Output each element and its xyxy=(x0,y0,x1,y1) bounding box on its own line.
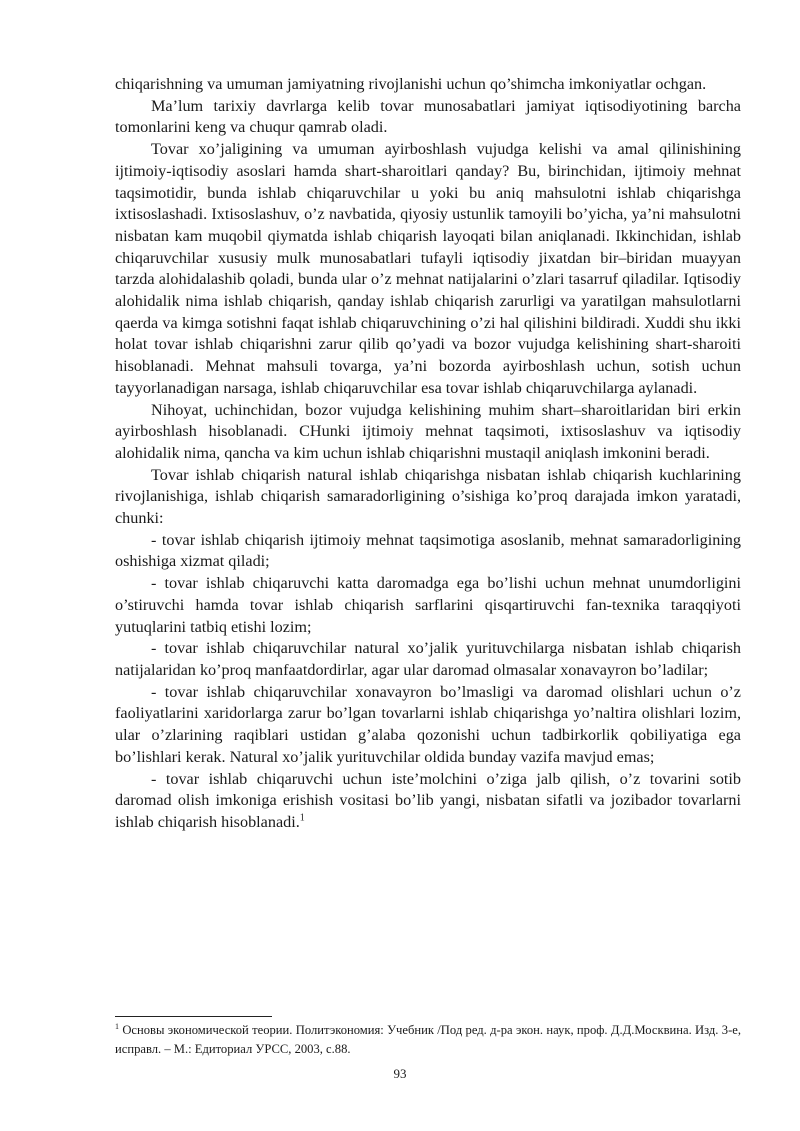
paragraph: Nihoyat, uchinchidan, bozor vujudga kelishining muhim shart–sharoitlaridan biri erkin ayirboshlash hisoblanadi. CHunki ijtimoiy mehnat taqsimoti, ixtisoslashuv va iqtisodiy alohidalik nima, qancha va kim uchun ishlab chiqarishni mustaqil aniqlash imkonini beradi. xyxy=(115,400,741,462)
list-item: - tovar ishlab chiqaruvchilar xonavayron bo’lmasligi va daromad olishlari uchun o’z faoliyatlarini xaridorlarga zarur bo’lgan tovarlarni ishlab chiqarishga yo’naltira olishlari lozim, ular o’zlarining raqiblari ustidan g’alaba qozonishi uchun tadbirkorlik qobiliyatiga ega bo’lishlari kerak. Natural xo’jalik yurituvchilar oldida bunday vazifa mavjud emas; xyxy=(115,682,741,766)
footnote xyxy=(115,1021,741,1059)
list-item: - tovar ishlab chiqaruvchi katta daromadga ega bo’lishi uchun mehnat unumdorligini o’stiruvchi hamda tovar ishlab chiqarish sarflarini qisqartiruvchi fan-texnika taraqqiyoti yutuqlarini tatbiq etishi lozim; xyxy=(115,574,741,636)
footnote-reference[interactable]: 1 xyxy=(299,812,305,824)
body-text xyxy=(115,74,741,834)
paragraph: Ma’lum tarixiy davrlarga kelib tovar munosabatlari jamiyat iqtisodiyotining barcha tomonlarini keng va chuqur qamrab oladi. xyxy=(115,96,741,137)
footnote-text: Основы экономической теории. Политэкономия: Учебник /Под ред. д-ра экон. наук, проф. Д.Д.Москвина. Изд. 3-е, исправл. – М.: Едиториал УРСС, 2003, с.88. xyxy=(115,1023,741,1056)
footnote-marker: 1 xyxy=(115,1021,119,1031)
footnote-separator xyxy=(115,1016,272,1017)
paragraph: Tovar xo’jaligining va umuman ayirboshlash vujudga kelishi va amal qilinishining ijtimoiy-iqtisodiy asoslari hamda shart-sharoitlari qanday? Bu, birinchidan, ijtimoiy mehnat taqsimotidir, bunda ishlab chiqaruvchilar u yoki bu aniq mahsulotni ishlab chiqarishga ixtisoslashadi. Ixtisoslashuv, o’z navbatida, qiyosiy ustunlik tamoyili bo’yicha, ya’ni mahsulotni nisbatan kam muqobil qiymatda ishlab chiqarish layoqati bilan aniqlanadi. Ikkinchidan, ishlab chiqaruvchilar xususiy mulk munosabatlari tufayli iqtisodiy jixatdan bir–biridan muayyan tarzda alohidalashib qoladi, bunda ular o’z mehnat natijalarini o’zlari tasarruf qiladilar. Iqtisodiy alohidalik nima ishlab chiqarish, qanday ishlab chiqarish zarurligi va yaratilgan mahsulotlarni qaerda va kimga sotishni faqat ishlab chiqaruvchining o’zi hal qilishini bildiradi. Xuddi shu ikki holat tovar ishlab chiqarishni zarur qilib qo’yadi va bozor vujudga kelishining shart-sharoiti hisoblanadi. Mehnat mahsuli tovarga, ya’ni bozorda ayirboshlash uchun, sotish uchun tayyorlanadigan narsaga, ishlab chiqaruvchilar esa tovar ishlab chiqaruvchilarga aylanadi. xyxy=(115,140,741,397)
paragraph: chiqarishning va umuman jamiyatning rivojlanishi uchun qo’shimcha imkoniyatlar ochgan. xyxy=(115,75,707,93)
list-item: - tovar ishlab chiqaruvchilar natural xo’jalik yurituvchilarga nisbatan ishlab chiqarish natijalaridan ko’proq manfaatdordirlar, agar ular daromad olmasalar xonavayron bo’ladilar; xyxy=(115,639,741,679)
list-item-last xyxy=(115,769,741,834)
page-number: 93 xyxy=(393,1066,407,1081)
paragraph: Tovar ishlab chiqarish natural ishlab chiqarishga nisbatan ishlab chiqarish kuchlarining rivojlanishiga, ishlab chiqarish samaradorligining o’sishiga ko’proq darajada imkon yaratadi, chunki: xyxy=(115,465,741,528)
list-item: - tovar ishlab chiqarish ijtimoiy mehnat taqsimotiga asoslanib, mehnat samaradorligining oshishiga xizmat qiladi; xyxy=(115,530,741,571)
paragraph-text: - tovar ishlab chiqaruvchi uchun iste’molchini o’ziga jalb qilish, o’z tovarini sotib daromad olish imkoniga erishish vositasi bo’lib yangi, nisbatan sifatli va jozibador tovarlarni ishlab chiqarish hisoblanadi. xyxy=(115,769,741,831)
